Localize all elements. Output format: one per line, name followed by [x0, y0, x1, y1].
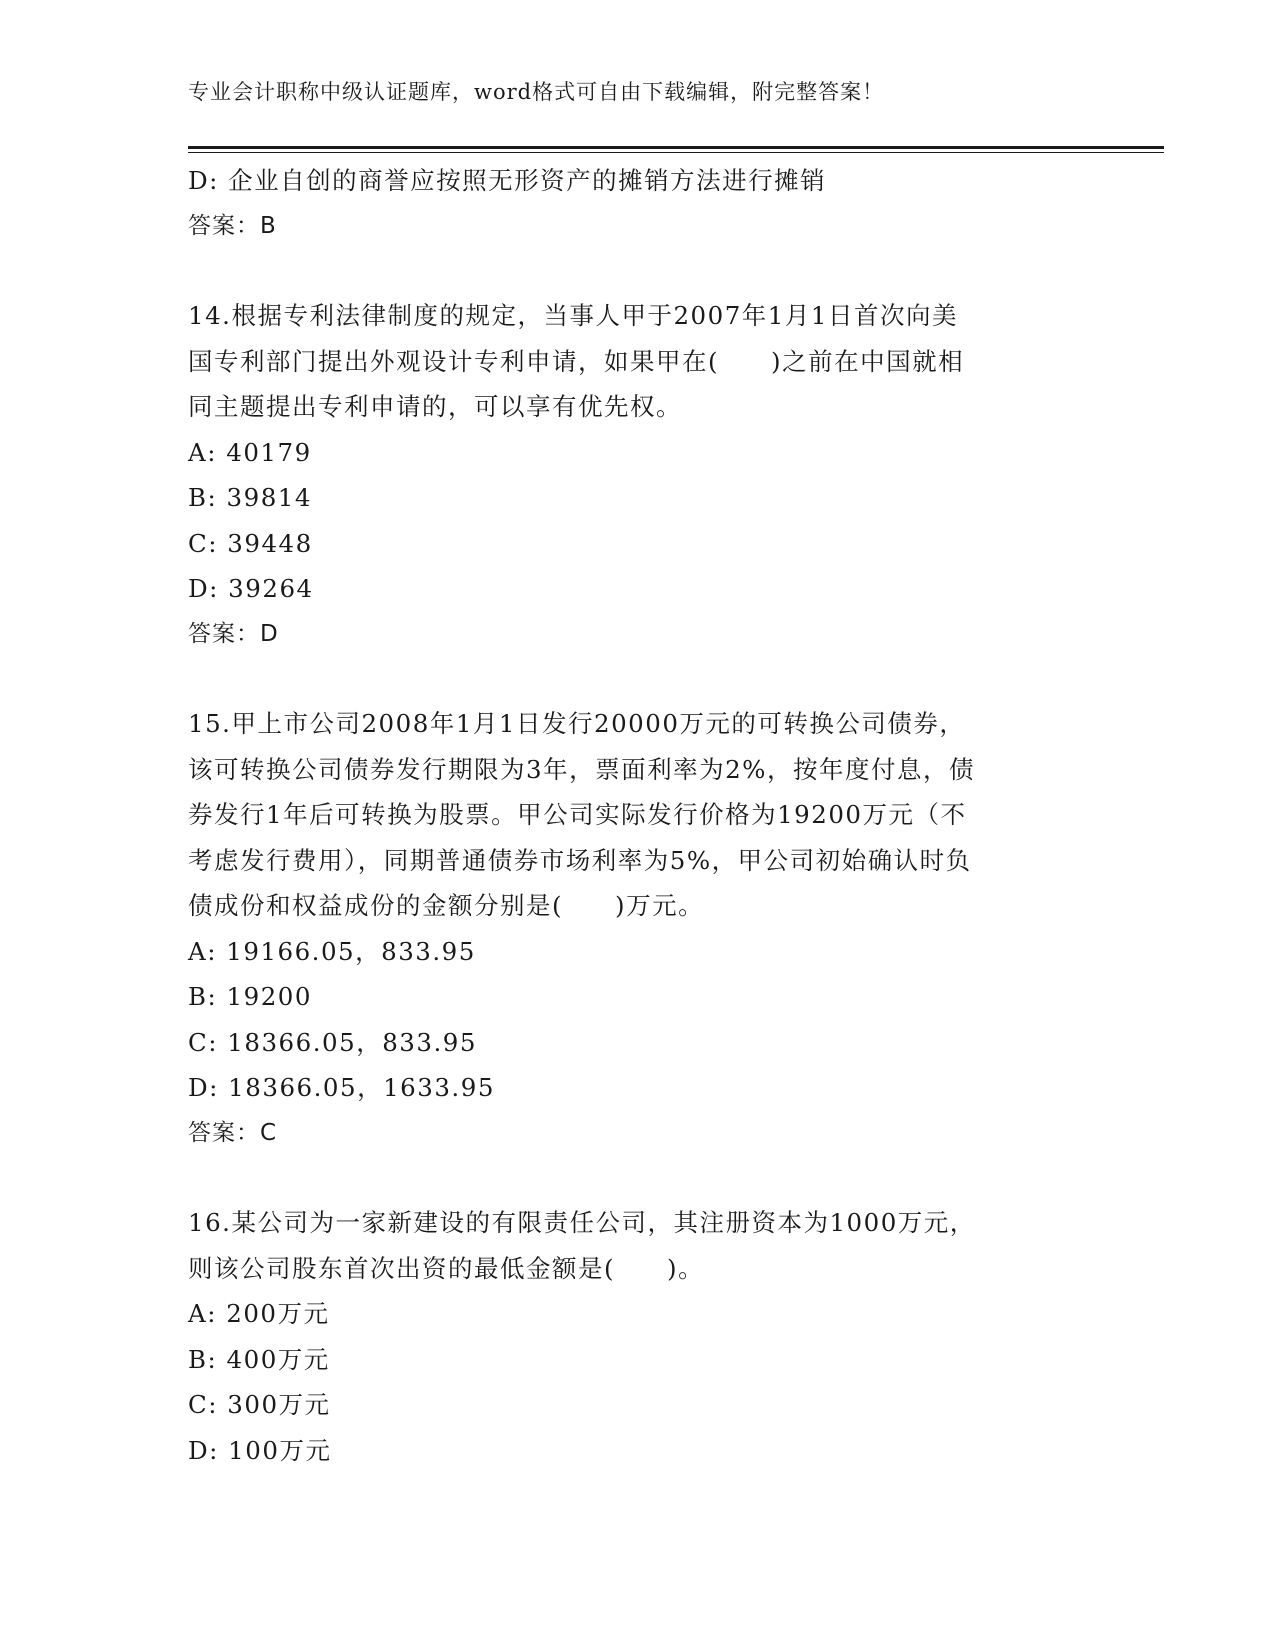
question-15	[188, 701, 1088, 1156]
question-stem-line: 债成份和权益成份的金额分别是( )万元。	[188, 891, 705, 920]
question-stem-line: 14.根据专利法律制度的规定，当事人甲于2007年1月1日首次向美	[188, 301, 958, 330]
header-rule-thick	[188, 146, 1164, 149]
option-a: A: 40179	[188, 437, 312, 467]
question-stem-line: 同主题提出专利申请的，可以享有优先权。	[188, 392, 682, 421]
option-d: D: 100万元	[188, 1435, 332, 1465]
option-c: C: 39448	[188, 528, 313, 558]
question-16	[188, 1200, 1088, 1473]
answer-label: 答案：B	[188, 212, 277, 239]
question-14	[188, 293, 1088, 657]
option-c: C: 18366.05，833.95	[188, 1027, 477, 1057]
option-d: D: 18366.05，1633.95	[188, 1073, 495, 1102]
option-a: A: 200万元	[188, 1299, 330, 1328]
header-rule-thin	[188, 152, 1164, 153]
question-stem-line: 15.甲上市公司2008年1月1日发行20000万元的可转换公司债券，	[188, 709, 966, 738]
option-a: A: 19166.05，833.95	[188, 936, 476, 966]
question-stem-line: 国专利部门提出外观设计专利申请，如果甲在( )之前在中国就相	[188, 346, 965, 376]
question-stem-line: 券发行1年后可转换为股票。甲公司实际发行价格为19200万元（不	[188, 800, 967, 829]
question-stem-line: 考虑发行费用），同期普通债券市场利率为5%，甲公司初始确认时负	[188, 845, 972, 875]
option-d: D: 企业自创的商誉应按照无形资产的摊销方法进行摊销	[188, 166, 827, 195]
option-c: C: 300万元	[188, 1390, 331, 1419]
option-b: B: 19200	[188, 982, 312, 1011]
question-stem-line: 16.某公司为一家新建设的有限责任公司，其注册资本为1000万元，	[188, 1208, 976, 1237]
question-stem-line: 则该公司股东首次出资的最低金额是( )。	[188, 1253, 705, 1283]
question-content	[188, 158, 1088, 1473]
answer-label: 答案：D	[188, 620, 279, 647]
page-header: 专业会计职称中级认证题库，word格式可自由下载编辑，附完整答案！	[188, 80, 885, 104]
option-b: B: 39814	[188, 483, 312, 512]
answer-label: 答案：C	[188, 1119, 278, 1146]
question-stem-line: 该可转换公司债券发行期限为3年，票面利率为2%，按年度付息，债	[188, 754, 975, 784]
option-b: B: 400万元	[188, 1344, 330, 1374]
option-d: D: 39264	[188, 574, 314, 603]
